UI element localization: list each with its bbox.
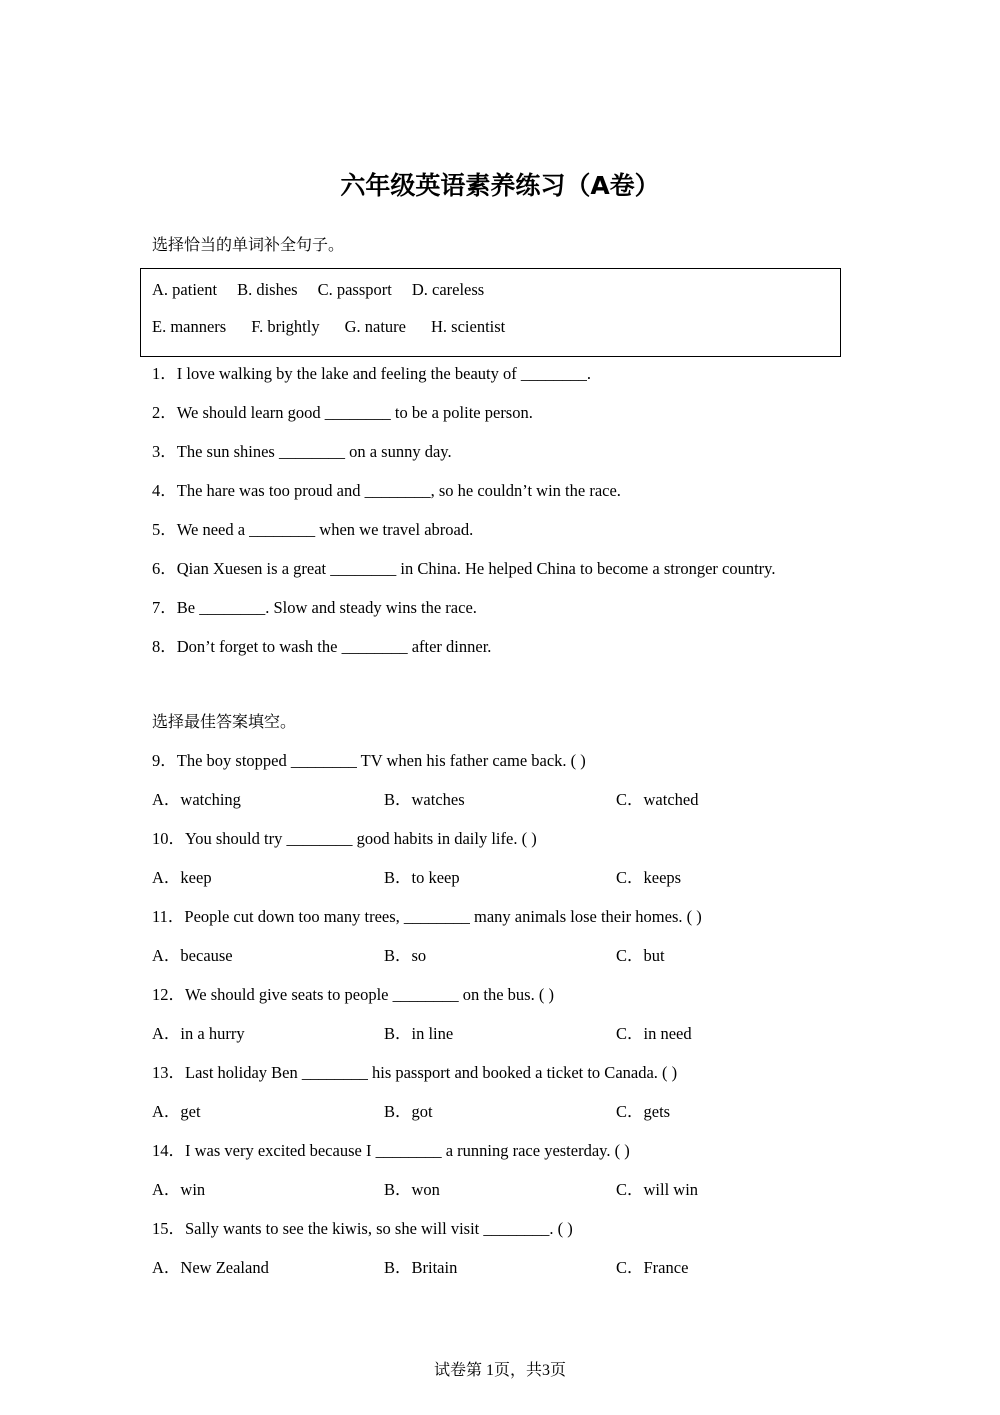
- option-b: B．to keep: [384, 868, 460, 887]
- word-option: F. brightly: [251, 317, 320, 336]
- question-1: 1．I love walking by the lake and feeling the beauty of ________.: [152, 364, 591, 383]
- word-option: D. careless: [411, 280, 485, 299]
- option-c: C．keeps: [616, 868, 682, 887]
- word-option: G. nature: [344, 317, 406, 336]
- word-bank-box: [140, 268, 841, 357]
- question-4: 4．The hare was too proud and ________, so he couldn’t win the race.: [152, 481, 621, 500]
- question-13: 13．Last holiday Ben ________ his passport and booked a ticket to Canada. ( ): [152, 1063, 678, 1082]
- option-b: B．watches: [384, 790, 465, 809]
- page-title: 六年级英语素养练习（A卷）: [340, 171, 660, 200]
- option-a: A．win: [152, 1180, 206, 1199]
- question-8: 8．Don’t forget to wash the ________ after dinner.: [152, 637, 492, 656]
- question-10: 10．You should try ________ good habits in daily life. ( ): [152, 829, 537, 848]
- word-option: C. passport: [317, 280, 392, 299]
- option-b: B．in line: [384, 1024, 454, 1043]
- page-footer: 试卷第 1页，共3页: [433, 1362, 566, 1379]
- option-a: A．watching: [152, 790, 241, 809]
- option-b: B．won: [384, 1180, 440, 1199]
- option-c: C．watched: [616, 790, 699, 809]
- option-a: A．keep: [152, 868, 212, 887]
- word-option: A. patient: [152, 280, 218, 299]
- question-7: 7．Be ________. Slow and steady wins the race.: [152, 598, 477, 617]
- option-c: C．will win: [616, 1180, 699, 1199]
- question-2: 2．We should learn good ________ to be a polite person.: [152, 403, 533, 422]
- word-option: H. scientist: [431, 317, 506, 336]
- question-14: 14．I was very excited because I ________ a running race yesterday. ( ): [152, 1141, 630, 1160]
- option-b: B．Britain: [384, 1258, 458, 1277]
- option-c: C．gets: [616, 1102, 671, 1121]
- question-9: 9．The boy stopped ________ TV when his father came back. ( ): [152, 751, 586, 770]
- question-5: 5．We need a ________ when we travel abroad.: [152, 520, 474, 539]
- word-option: B. dishes: [237, 280, 298, 299]
- option-a: A．get: [152, 1102, 201, 1121]
- question-6: 6．Qian Xuesen is a great ________ in China. He helped China to become a stronger country.: [152, 559, 776, 578]
- section2-instruction: 选择最佳答案填空。: [152, 712, 297, 731]
- option-a: A．New Zealand: [152, 1258, 269, 1277]
- question-15: 15．Sally wants to see the kiwis, so she will visit ________. ( ): [152, 1219, 573, 1238]
- option-b: B．got: [384, 1102, 433, 1121]
- word-bank-row-2: [152, 317, 525, 337]
- word-bank-row-1: [152, 280, 504, 300]
- question-12: 12．We should give seats to people ________ on the bus. ( ): [152, 985, 554, 1004]
- option-a: A．because: [152, 946, 233, 965]
- option-b: B．so: [384, 946, 427, 965]
- question-3: 3．The sun shines ________ on a sunny day.: [152, 442, 452, 461]
- option-c: C．France: [616, 1258, 689, 1277]
- word-option: E. manners: [152, 317, 227, 336]
- section1-instruction: 选择恰当的单词补全句子。: [152, 235, 345, 254]
- option-c: C．but: [616, 946, 665, 965]
- option-c: C．in need: [616, 1024, 692, 1043]
- option-a: A．in a hurry: [152, 1024, 245, 1043]
- question-11: 11．People cut down too many trees, ________ many animals lose their homes. ( ): [152, 907, 702, 926]
